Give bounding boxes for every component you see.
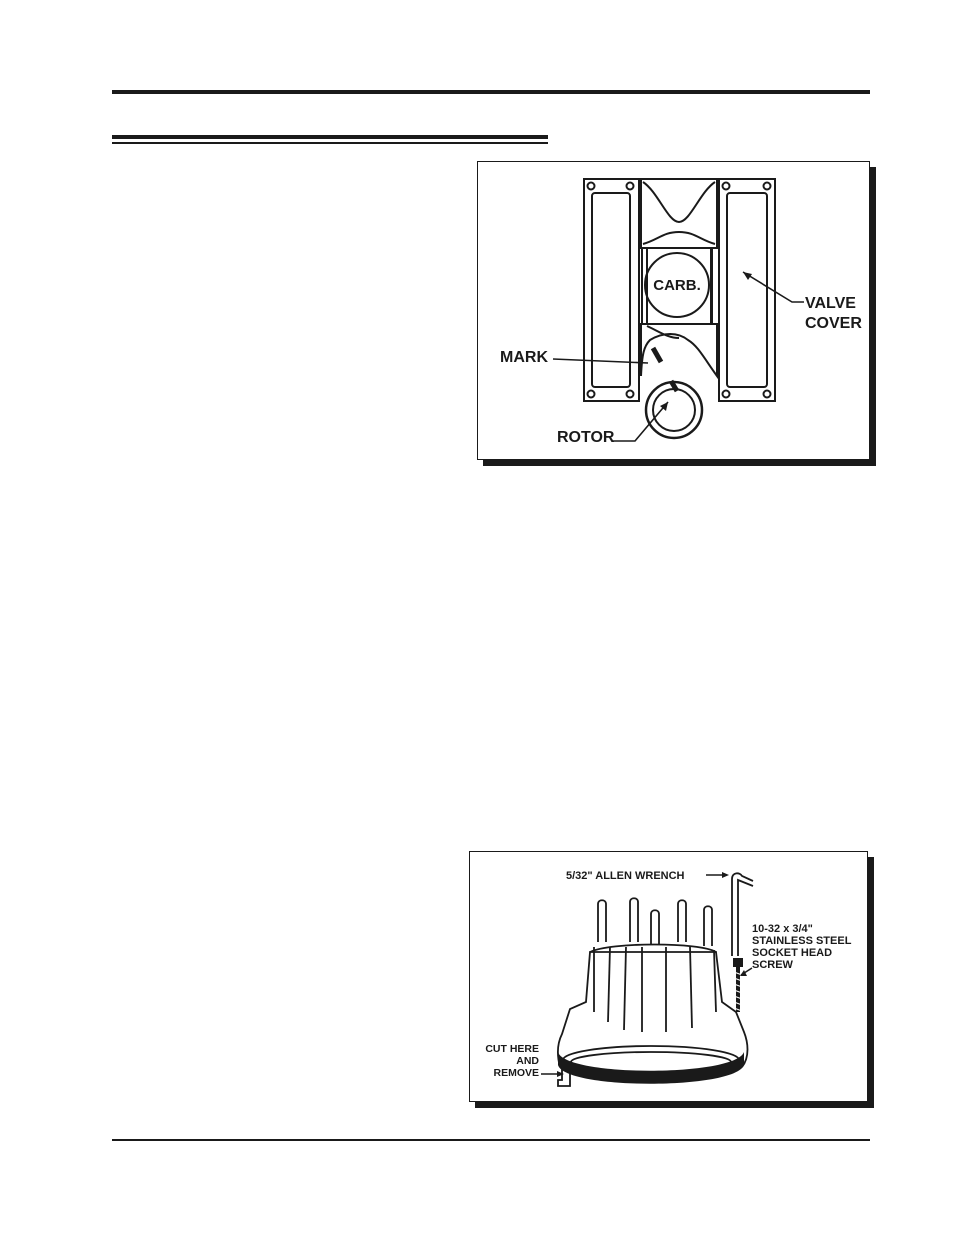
mark-label: MARK [500, 349, 548, 366]
manifold-runner-mid [643, 232, 715, 244]
cap-tower [651, 910, 659, 944]
distributor-cap-diagram [470, 852, 867, 1101]
cap-rib [608, 947, 610, 1022]
cap-tower [704, 906, 712, 946]
cap-rib [690, 947, 692, 1028]
cut-label-line1: CUT HERE [485, 1043, 539, 1055]
cut-label-line2: AND [516, 1055, 539, 1067]
rotor-alignment-figure [477, 161, 870, 460]
cap-tower [630, 898, 638, 942]
bolt-hole [723, 183, 730, 190]
bolt-hole [723, 391, 730, 398]
valve-cover-label-line2: COVER [805, 315, 862, 332]
bolt-hole [764, 183, 771, 190]
left-valve-cover [592, 193, 630, 387]
screw-label-line3: SOCKET HEAD [752, 947, 833, 959]
screw-label-line1: 10-32 x 3/4" [752, 923, 813, 935]
screw-label-line4: SCREW [752, 959, 793, 971]
bolt-hole [764, 391, 771, 398]
distributor-inner [653, 389, 695, 431]
section-heading-rule [112, 135, 548, 144]
wrench-label: 5/32" ALLEN WRENCH [566, 870, 685, 882]
valve-cover-leader-line [743, 272, 804, 302]
distributor-cap-figure [469, 851, 868, 1102]
mark-leader-line [553, 359, 648, 363]
cap-tower [678, 900, 686, 942]
manifold-runner-top [643, 182, 715, 222]
section-rule-thick [112, 135, 548, 139]
cap-rib [714, 950, 716, 1012]
bolt-hole [627, 183, 634, 190]
cut-label-line3: REMOVE [493, 1067, 539, 1079]
cut-arrowhead-icon [557, 1071, 564, 1077]
wrench-arrowhead-icon [722, 872, 729, 878]
socket-head-screw-icon [733, 958, 743, 1012]
header-rule [112, 90, 870, 94]
right-valve-cover [727, 193, 767, 387]
bolt-hole [588, 391, 595, 398]
valve-cover-label-line1: VALVE [805, 295, 856, 312]
carb-label: CARB. [653, 277, 701, 294]
allen-wrench-edge [738, 880, 753, 956]
manifold-runner-low [647, 326, 679, 338]
rotor-label: ROTOR [557, 429, 615, 446]
bolt-hole [627, 391, 634, 398]
rotor-alignment-diagram [478, 162, 869, 459]
footer-rule [112, 1139, 870, 1141]
screw-label-line2: STAINLESS STEEL [752, 935, 852, 947]
cap-shoulder [590, 945, 716, 953]
section-rule-thin [112, 142, 548, 144]
cap-tower [598, 900, 606, 942]
mark-icon [653, 348, 661, 362]
valve-cover-arrowhead-icon [743, 272, 752, 280]
cap-rib [624, 947, 626, 1030]
bolt-hole [588, 183, 595, 190]
screw-arrowhead-icon [740, 970, 747, 976]
